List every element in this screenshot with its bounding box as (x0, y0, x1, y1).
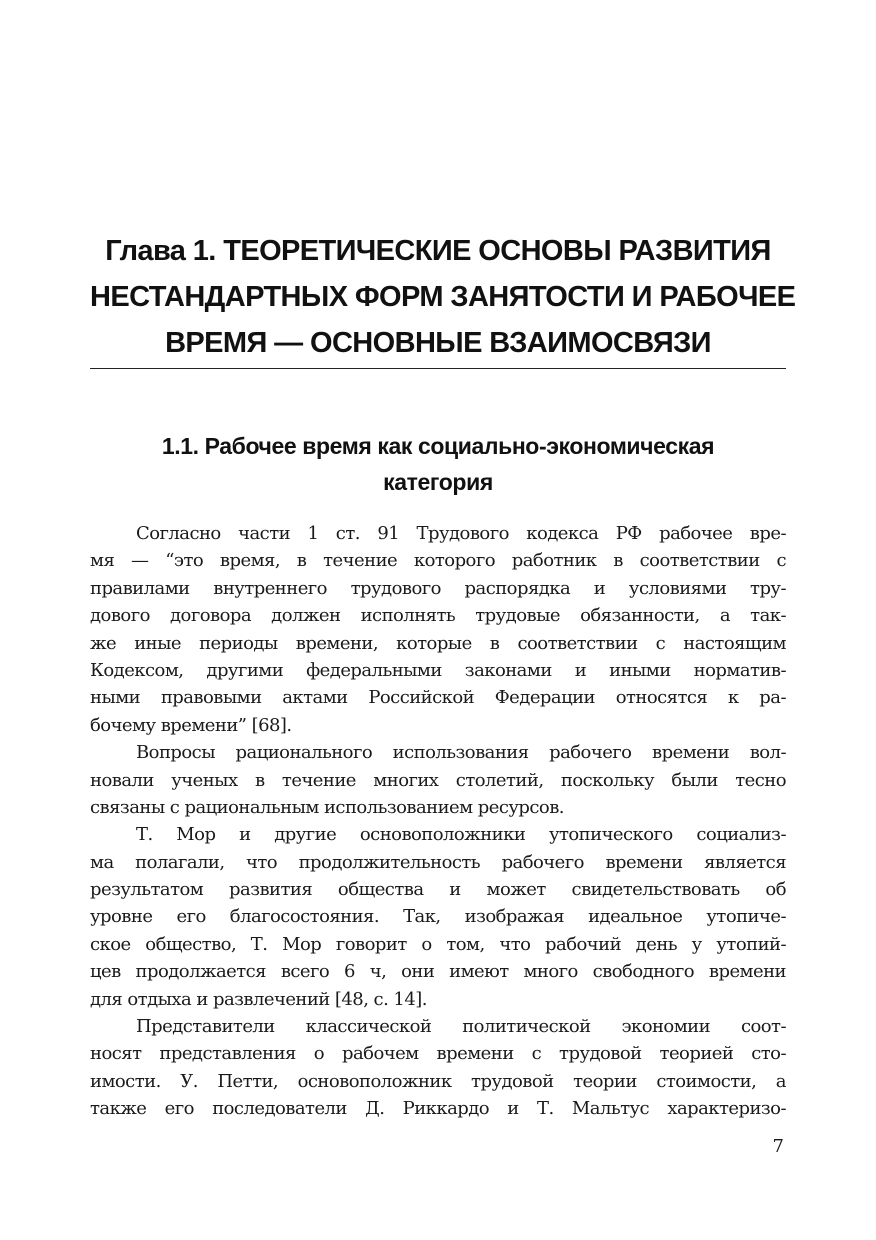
chapter-divider (90, 368, 786, 369)
text-line: для отдыха и развлечений [48, с. 14]. (90, 988, 427, 1010)
paragraph-1 (90, 520, 786, 739)
chapter-title-line: Глава 1. ТЕОРЕТИЧЕСКИЕ ОСНОВЫ РАЗВИТИЯ (105, 235, 771, 267)
section-title-line: категория (383, 469, 493, 495)
text-line: уровне его благосостояния. Так, изображая идеальное утопиче- (90, 906, 786, 928)
text-line: бочему времени” [68]. (90, 714, 292, 736)
text-line: имости. У. Петти, основоположник трудовой теории стоимости, а (90, 1070, 786, 1092)
text-line: ма полагали, что продолжительность рабочего времени является (90, 851, 786, 873)
page-number: 7 (772, 1136, 784, 1157)
paragraph-2 (90, 739, 786, 821)
body-text (90, 520, 786, 1123)
paragraph-3 (90, 821, 786, 1013)
text-line: ными правовыми актами Российской Федерации относятся к ра- (90, 687, 786, 709)
chapter-title-line: ВРЕМЯ — ОСНОВНЫЕ ВЗАИМОСВЯЗИ (165, 327, 711, 359)
text-line: Кодексом, другими федеральными законами и иными норматив- (90, 659, 786, 681)
text-line: также его последователи Д. Риккардо и Т. Мальтус характеризо- (90, 1098, 786, 1120)
text-line: Вопросы рационального использования рабочего времени вол- (136, 742, 786, 764)
text-line: результатом развития общества и может свидетельствовать об (90, 879, 786, 901)
text-line: цев продолжается всего 6 ч, они имеют много свободного времени (90, 961, 786, 983)
text-line: Согласно части 1 ст. 91 Трудового кодекса РФ рабочее вре- (136, 523, 786, 544)
text-line: мя — “это время, в течение которого работник в соответствии с (90, 550, 786, 572)
text-line: Представители классической политической экономии соот- (136, 1016, 786, 1038)
text-line: же иные периоды времени, которые в соответствии с настоящим (90, 632, 786, 654)
text-line: ское общество, Т. Мор говорит о том, что рабочий день у утопий- (90, 933, 786, 955)
text-line: правилами внутреннего трудового распорядка и условиями тру- (90, 577, 786, 599)
text-line: Т. Мор и другие основоположники утопического социализ- (136, 824, 786, 846)
paragraph-4 (90, 1013, 786, 1123)
text-line: дового договора должен исполнять трудовые обязанности, а так- (90, 605, 786, 627)
text-line: новали ученых в течение многих столетий, поскольку были тесно (90, 769, 786, 791)
chapter-title (90, 228, 796, 366)
section-title-line: 1.1. Рабочее время как социально-экономическая (161, 433, 715, 459)
text-line: связаны с рациональным использованием ресурсов. (90, 796, 564, 818)
chapter-title-line: НЕСТАНДАРТНЫХ ФОРМ ЗАНЯТОСТИ И РАБОЧЕЕ (90, 281, 796, 313)
section-title (90, 428, 786, 500)
text-line: носят представления о рабочем времени с трудовой теорией сто- (90, 1043, 786, 1065)
